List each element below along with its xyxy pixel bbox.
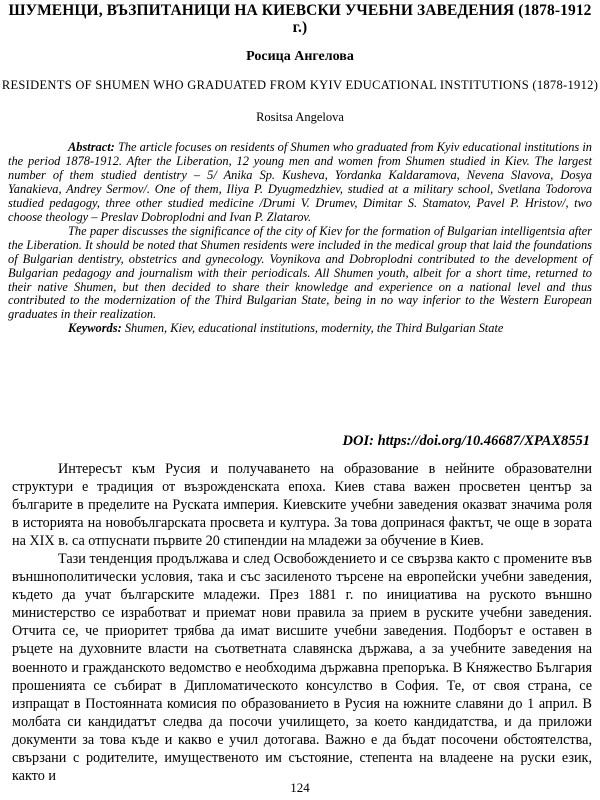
- abstract-paragraph-1: [8, 141, 592, 225]
- abstract-section: [8, 141, 592, 336]
- keywords-label: Keywords:: [68, 321, 122, 336]
- abstract-text-1: The article focuses on residents of Shumen who graduated from Kyiv educational institutions in the period 1878-1912. After the Liberation, 12 young men and women from Shumen studied in Kiev. The largest number of them studied dentistry – 5/ Anika Sp. Kusheva, Yordanka Kaldaramova, Nevena Slavova, Dosya Yanakieva, Andrey Sermov/. One of them, Iliya P. Dyugmedzhiev, studied at a military school, Svetlana Todorova studied pedagogy, three other studied medicine /Drumi V. Drumev, Dimitar S. Stamatov, Pavel P. Hristov/, two choose theology – Preslav Dobroplodni and Ivan P. Zlatarov.: [8, 140, 592, 224]
- english-title: RESIDENTS OF SHUMEN WHO GRADUATED FROM KYIV EDUCATIONAL INSTITUTIONS (1878-1912): [1, 78, 599, 92]
- paper-title: ШУМЕНЦИ, ВЪЗПИТАНИЦИ НА КИЕВСКИ УЧЕБНИ ЗАВЕДЕНИЯ (1878-1912 г.): [8, 2, 592, 36]
- keywords-paragraph: [8, 322, 592, 336]
- body-paragraph-2: Тази тенденция продължава и след Освобождението и се свързва както с промените във външнополитически условия, така и със засиленото търсене на европейски учебни заведения, където да учат българските младежи. През 1881 г. по инициатива на руското външно министерство се изработват и приемат нови правила за прием в руските учебни заведения. Отчита се, че приоритет трябва да имат висшите учебни заведения. Подборът е оставен в ръцете на духовните власти на съответната славянска държава, а за учебните заведения на военното и гражданското ведомство е необходима държавна препоръка. В Княжество България прошенията се събират в Дипломатическото консулство в София. Те, от своя страна, се изпращат в Постоянната комисия по образованието в Русия на южните славяни до 1 април. В молбата си кандидатът следва да посочи училището, за което кандидатства, и да приложи документи за това къде и какво е учил дотогава. Важно е да бъдат посочени обстоятелства, свързани с родителите, имущественото им състояние, степента на владеене на руски език, както и: [12, 551, 592, 784]
- abstract-paragraph-2: The paper discusses the significance of the city of Kiev for the formation of Bulgarian intelligentsia after the Liberation. It should be noted that Shumen residents were included in the medical group that laid the foundations of Bulgarian dentistry, obstetrics and gynecology. Voynikova and Dobroplodni contributed to the development of Bulgarian pedagogy and journalism with their periodicals. All Shumen youth, albeit for a short time, returned to their native Shumen, but then decided to share their knowledge and experience on a national level and thus contributed to the modernization of the Third Bulgarian State, being in no way inferior to the Western European graduates in their realization.: [8, 223, 592, 322]
- author-name: Росица Ангелова: [246, 49, 354, 64]
- abstract-label: Abstract:: [68, 140, 115, 154]
- english-author-name: Rositsa Angelova: [256, 110, 344, 124]
- keywords-text: Shumen, Kiev, educational institutions, modernity, the Third Bulgarian State: [124, 321, 504, 336]
- page-number: 124: [290, 780, 310, 795]
- doi-link[interactable]: DOI: https://doi.org/10.46687/XPAX8551: [342, 433, 590, 449]
- body-paragraph-1: Интересът към Русия и получаването на образование в нейните образователни структури е традиция от възрожденската епоха. Киев става важен просветен център за българите в пределите на Руската империя. Киевските учебни заведения оказват значима роля в историята на новобългарската просвета и култура. За това допринася фактът, че още в зората на XIX в. са отпуснати първите 20 стипендии на младежи за обучение в Киев.: [12, 461, 592, 550]
- body-text: [12, 460, 592, 785]
